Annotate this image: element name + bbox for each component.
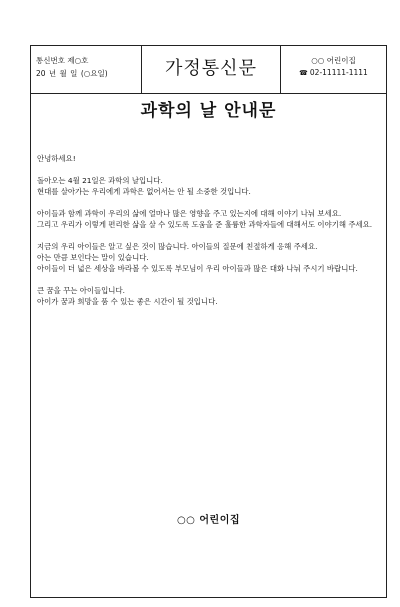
header-table bbox=[31, 46, 386, 94]
greeting: 안녕하세요! bbox=[37, 154, 76, 163]
paragraph-line: 아이들과 함께 과학이 우리의 삶에 얼마나 많은 영향을 주고 있는지에 대해 이야기 나눠 보세요. bbox=[37, 209, 342, 218]
header-issue-cell bbox=[31, 46, 142, 93]
footer-signature: ○○ 어린이집 bbox=[176, 515, 241, 526]
header-title-cell bbox=[142, 46, 281, 93]
paragraph-line: 큰 꿈을 꾸는 아이들입니다. bbox=[37, 286, 125, 295]
phone-line bbox=[281, 68, 386, 77]
paragraph-line: 돌아오는 4월 21일은 과학의 날입니다. bbox=[37, 176, 163, 185]
paragraph-line: 현대를 살아가는 우리에게 과학은 없어서는 안 될 소중한 것입니다. bbox=[37, 187, 251, 196]
header-contact-cell bbox=[281, 46, 386, 93]
notice-document bbox=[30, 45, 387, 598]
paragraph-line: 지금의 우리 아이들은 알고 싶은 것이 많습니다. 아이들의 질문에 친절하게 응해 주세요. bbox=[37, 242, 318, 251]
paragraph-line: 아는 만큼 보인다는 말이 있습니다. bbox=[37, 253, 149, 262]
paragraph-line: 아이들이 더 넓은 세상을 바라볼 수 있도록 부모님이 우리 아이들과 많은 대화 나눠 주시기 바랍니다. bbox=[37, 264, 358, 273]
paragraph-line: 아이가 꿈과 희망을 품 수 있는 좋은 시간이 될 것입니다. bbox=[37, 297, 218, 306]
notice-body bbox=[37, 153, 381, 307]
document-type-title: 가정통신문 bbox=[165, 58, 257, 79]
issue-number: 통신번호 제○호 bbox=[36, 56, 89, 65]
phone-number: 02-11111-1111 bbox=[309, 68, 368, 77]
date-line: 20 년 월 일 (○요일) bbox=[36, 69, 108, 78]
page-title: 과학의 날 안내문 bbox=[140, 101, 277, 121]
phone-icon: ☎ bbox=[299, 69, 308, 77]
school-name: ○○ 어린이집 bbox=[311, 56, 356, 65]
paragraph-line: 그리고 우리가 이렇게 편리한 삶을 살 수 있도록 도움을 준 훌륭한 과학자들에 대해서도 이야기해 주세요. bbox=[37, 220, 373, 229]
